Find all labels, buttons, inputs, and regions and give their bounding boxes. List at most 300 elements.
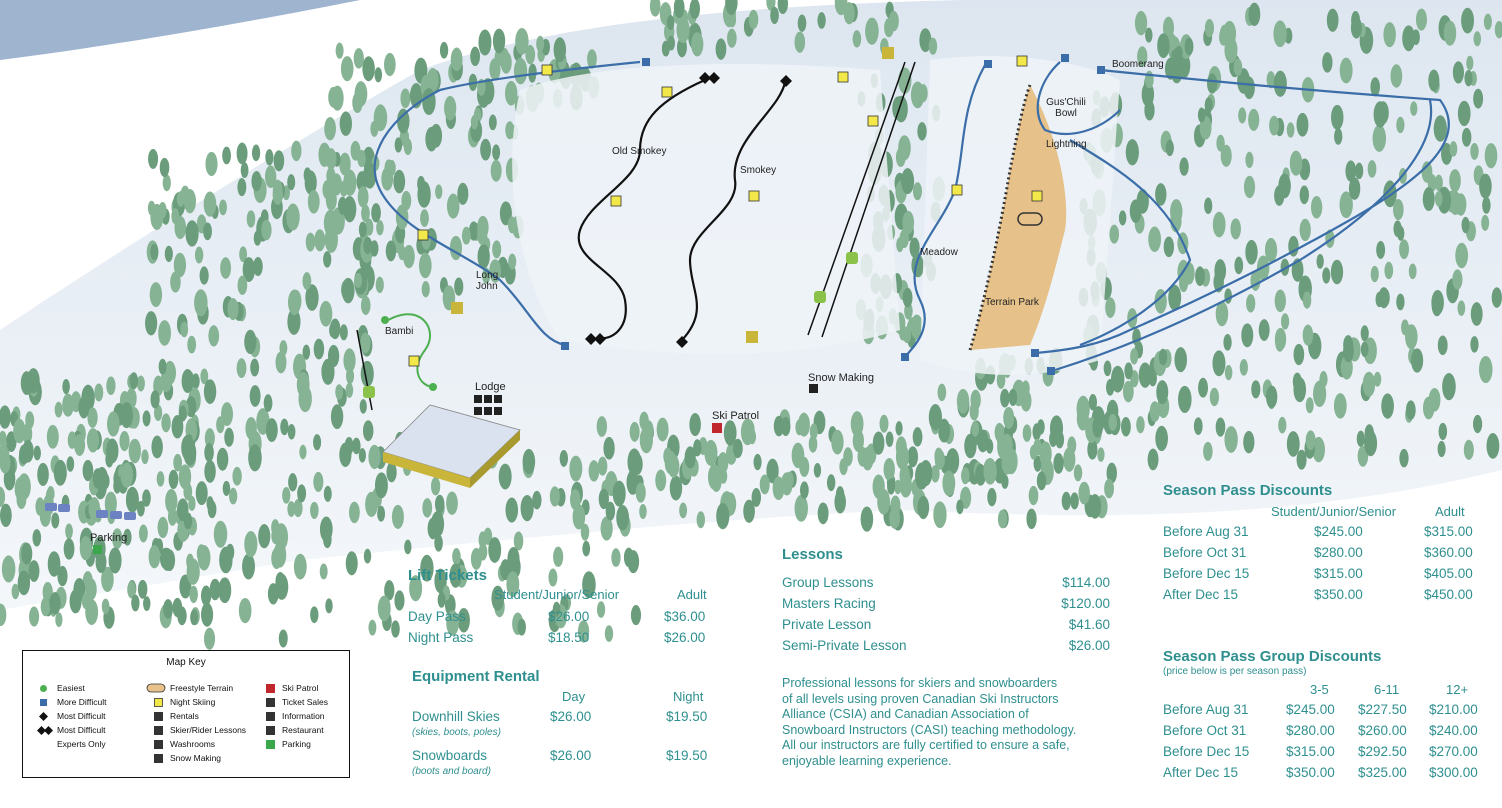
tree	[1462, 217, 1470, 233]
tree	[479, 543, 488, 560]
tree	[667, 15, 674, 30]
tree	[261, 220, 271, 241]
tree	[1029, 486, 1039, 505]
tree	[597, 416, 607, 437]
lift-tickets-col-adult: Adult	[677, 587, 707, 602]
tree	[375, 472, 388, 498]
tree	[515, 28, 528, 55]
tree	[1274, 71, 1287, 97]
tree	[310, 606, 318, 623]
key-washrooms: Washrooms	[170, 739, 216, 749]
facility-label-ski-patrol: Ski Patrol	[712, 410, 760, 422]
tree	[1457, 300, 1465, 316]
tree	[386, 241, 396, 262]
tree	[1225, 365, 1233, 380]
tree	[1371, 266, 1379, 282]
tree	[355, 81, 368, 107]
tree	[1322, 267, 1330, 283]
tree	[508, 254, 516, 270]
tree	[639, 504, 647, 519]
tree	[1306, 397, 1314, 413]
tree	[360, 333, 370, 353]
tree	[1026, 509, 1036, 529]
tree	[229, 488, 237, 505]
tree	[1370, 77, 1380, 96]
tree	[308, 190, 320, 214]
tree	[1170, 199, 1182, 224]
tree	[691, 32, 703, 56]
tree	[102, 599, 110, 615]
group-pass-a: $245.00	[1286, 702, 1335, 717]
tree	[1213, 212, 1226, 238]
tree	[302, 272, 311, 290]
tree	[1037, 471, 1046, 490]
equipment-row-label: Snowboards	[412, 748, 488, 763]
more-difficult-marker	[901, 353, 909, 361]
tree	[74, 434, 85, 456]
tree	[1234, 59, 1243, 76]
group-pass-a: $315.00	[1286, 744, 1335, 759]
tree	[799, 457, 809, 477]
trail-label-boomerang: Boomerang	[1112, 59, 1164, 70]
tree	[378, 596, 391, 622]
equipment-row-day: $26.00	[550, 709, 592, 724]
tree	[1164, 236, 1174, 257]
tree	[208, 501, 217, 519]
tree	[946, 448, 959, 474]
lift-tickets-row-adult: $26.00	[664, 630, 706, 645]
tree	[489, 58, 500, 80]
tree	[376, 220, 384, 235]
tree	[861, 507, 874, 532]
trail-label-terrain-park: Terrain Park	[985, 297, 1039, 308]
tree	[1412, 29, 1420, 45]
tree	[1473, 31, 1481, 46]
group-pass-b: $227.50	[1358, 702, 1407, 717]
snow-making-icon	[809, 384, 818, 393]
tree	[361, 296, 371, 315]
tree	[377, 506, 385, 522]
tree	[346, 551, 358, 575]
tree	[190, 610, 198, 626]
washrooms-icon	[154, 740, 163, 749]
tree	[1303, 291, 1312, 308]
tree	[106, 377, 115, 396]
tree	[733, 439, 743, 458]
tree	[336, 43, 344, 59]
tree	[1243, 431, 1254, 453]
group-pass-b: $260.00	[1358, 723, 1407, 738]
tree	[1178, 386, 1192, 413]
more-difficult-marker	[1061, 54, 1069, 62]
tree	[359, 448, 366, 462]
tree	[374, 67, 382, 82]
tree	[1224, 426, 1237, 453]
trail-label-gus-chili-bowl: Gus'Chili Bowl	[1046, 97, 1086, 119]
night-skiing-marker	[662, 87, 672, 97]
tree	[286, 204, 300, 231]
tree	[689, 413, 701, 436]
tree	[1212, 350, 1225, 376]
tree	[384, 53, 396, 76]
tree	[1109, 225, 1119, 244]
tree	[1416, 9, 1427, 31]
tree	[374, 104, 387, 131]
tree	[326, 189, 337, 211]
tree	[219, 547, 232, 574]
tree	[1306, 430, 1316, 450]
tree	[325, 598, 332, 613]
equipment-row-note: (boots and board)	[412, 766, 491, 777]
tree	[363, 237, 372, 254]
night-skiing-icon	[154, 698, 163, 707]
tree	[0, 504, 12, 527]
tree	[1130, 199, 1142, 223]
tree	[1121, 417, 1131, 437]
tree	[258, 524, 270, 548]
tree	[251, 171, 261, 191]
tree	[1157, 33, 1169, 58]
tree	[913, 182, 922, 200]
ticket-sales-icon	[266, 698, 275, 707]
tree	[150, 244, 158, 260]
season-pass-student: $245.00	[1314, 524, 1363, 539]
tree	[1331, 260, 1343, 285]
tree	[1135, 11, 1147, 35]
tree	[252, 145, 260, 162]
tree	[29, 560, 40, 582]
key-restaurant: Restaurant	[282, 725, 324, 735]
tree	[900, 473, 912, 498]
tree	[313, 434, 321, 450]
tree	[1363, 372, 1376, 397]
tree	[151, 436, 162, 459]
tree	[1166, 140, 1174, 156]
tree	[1259, 319, 1270, 341]
tree	[827, 474, 835, 491]
tree	[120, 463, 133, 488]
tree	[670, 476, 682, 501]
tree	[896, 444, 909, 470]
tree	[208, 325, 219, 346]
tree	[1198, 378, 1208, 398]
tree	[631, 605, 641, 625]
facility-label-lodge: Lodge	[475, 381, 506, 393]
tree	[15, 477, 27, 501]
tree	[886, 431, 894, 447]
tree	[1479, 356, 1493, 383]
tree	[148, 149, 158, 169]
season-pass-label: Before Aug 31	[1163, 524, 1249, 539]
season-pass-student: $350.00	[1314, 587, 1363, 602]
tree	[239, 598, 252, 623]
key-more-difficult: More Difficult	[57, 697, 107, 707]
tree	[1313, 381, 1326, 407]
tree	[444, 96, 456, 120]
tree	[774, 416, 784, 436]
tree	[275, 574, 288, 600]
tree	[749, 10, 759, 29]
tree	[158, 517, 169, 538]
tree	[137, 501, 145, 517]
tree	[1055, 431, 1064, 449]
tree	[51, 512, 59, 528]
tree	[37, 463, 49, 486]
tree	[603, 437, 614, 460]
tree	[224, 428, 234, 447]
tree	[205, 152, 217, 176]
snow-making-key-icon	[154, 754, 163, 763]
tree	[279, 629, 288, 647]
tree	[1001, 451, 1013, 474]
tree	[1269, 116, 1279, 136]
tree	[1381, 393, 1394, 418]
tree	[419, 253, 432, 278]
tree	[1293, 373, 1302, 391]
tree	[41, 597, 50, 616]
lesson-label: Masters Racing	[782, 596, 876, 611]
tree	[18, 570, 30, 595]
tree	[165, 246, 173, 262]
tree	[310, 502, 319, 519]
tree	[514, 58, 527, 85]
tree	[716, 503, 729, 529]
trail-label-bambi: Bambi	[385, 326, 414, 337]
tree	[1266, 385, 1277, 408]
lesson-price: $114.00	[1062, 575, 1110, 590]
season-pass-student: $280.00	[1314, 545, 1363, 560]
tree	[844, 2, 855, 24]
tree	[553, 547, 563, 567]
lift-tickets-row-student: $18.50	[548, 630, 590, 645]
tree	[49, 592, 60, 615]
tree	[1216, 417, 1226, 436]
parking-icon	[93, 545, 102, 554]
tree	[489, 114, 497, 130]
tree	[1399, 239, 1409, 259]
key-night-skiing: Night Skiing	[170, 697, 216, 707]
tree	[1179, 157, 1188, 175]
tree	[290, 290, 301, 312]
lift-station-marker	[814, 291, 826, 303]
tree	[149, 545, 161, 568]
tree	[228, 298, 239, 320]
tree	[1274, 185, 1284, 205]
tree	[343, 348, 355, 372]
tree	[1023, 424, 1032, 442]
tree	[274, 150, 285, 171]
tree	[809, 435, 818, 452]
tree	[1444, 21, 1457, 46]
tree	[521, 495, 534, 521]
tree	[470, 47, 480, 67]
tree	[877, 489, 890, 515]
tree	[21, 543, 32, 565]
tree	[220, 257, 231, 279]
tree	[1278, 417, 1286, 434]
tree	[1423, 187, 1435, 211]
tree	[180, 322, 188, 338]
equipment-row-note: (skies, boots, poles)	[412, 727, 501, 738]
tree	[1485, 143, 1498, 168]
tree	[1287, 431, 1300, 457]
tree	[328, 345, 339, 367]
tree	[1104, 479, 1114, 499]
facility-label-snow-making: Snow Making	[808, 372, 875, 384]
tree	[34, 446, 41, 461]
tree	[1481, 215, 1489, 231]
tree	[1174, 347, 1187, 372]
tree	[428, 518, 439, 540]
tree	[913, 427, 923, 446]
tree	[1492, 287, 1502, 308]
tree	[1406, 400, 1416, 420]
tree	[368, 620, 376, 636]
tree	[718, 452, 729, 473]
tree	[343, 170, 356, 196]
tree	[1159, 349, 1167, 366]
tree	[219, 199, 227, 215]
key-rentals: Rentals	[170, 711, 199, 721]
tree	[889, 507, 900, 529]
tree	[139, 524, 148, 542]
tree	[217, 448, 228, 471]
key-freestyle-terrain: Freestyle Terrain	[170, 683, 234, 693]
tree	[66, 456, 74, 471]
group-pass-label: Before Dec 15	[1163, 744, 1250, 759]
tree	[1171, 60, 1183, 84]
tree	[1062, 492, 1071, 510]
tree	[716, 38, 727, 59]
tree	[896, 237, 903, 252]
tree	[354, 273, 362, 288]
tree	[346, 383, 354, 398]
tree	[1105, 297, 1115, 318]
tree	[187, 336, 196, 354]
tree	[404, 138, 412, 155]
tree	[1156, 380, 1168, 404]
tree	[0, 452, 10, 474]
tree	[536, 36, 544, 52]
tree	[195, 247, 203, 264]
key-skier-rider-lessons: Skier/Rider Lessons	[170, 725, 247, 735]
tree	[204, 443, 214, 462]
tree	[616, 505, 629, 530]
group-pass-b: $292.50	[1358, 744, 1407, 759]
tree	[266, 418, 278, 442]
rentals-icon	[154, 712, 163, 721]
tree	[1343, 335, 1353, 355]
tree	[1449, 191, 1461, 215]
tree	[340, 324, 348, 340]
tree	[554, 37, 566, 62]
tree	[1411, 348, 1423, 372]
tree	[668, 454, 680, 477]
tree	[704, 440, 717, 466]
tree	[291, 141, 301, 162]
tree	[1410, 101, 1417, 116]
tree	[1464, 440, 1474, 460]
tree	[1092, 417, 1103, 438]
tree	[338, 197, 347, 215]
tree	[169, 470, 179, 489]
tree	[1479, 174, 1492, 199]
tree	[971, 421, 979, 437]
tree	[248, 444, 262, 471]
tree	[349, 502, 360, 524]
tree	[1074, 464, 1082, 481]
tree	[1393, 199, 1404, 220]
night-skiing-marker	[611, 196, 621, 206]
tree	[454, 277, 463, 295]
tree	[1431, 290, 1444, 315]
tree	[834, 491, 846, 514]
tree	[956, 500, 963, 515]
tree	[313, 472, 323, 492]
tree	[1053, 453, 1063, 474]
tree	[741, 419, 754, 446]
more-difficult-icon	[39, 698, 48, 707]
tree	[170, 271, 181, 292]
tree	[597, 601, 605, 618]
tree	[895, 421, 902, 435]
season-pass-label: Before Oct 31	[1163, 545, 1247, 560]
tree	[1124, 362, 1133, 379]
tree	[488, 537, 501, 563]
tree	[203, 223, 212, 241]
tree	[1245, 240, 1257, 265]
more-difficult-marker	[984, 60, 992, 68]
tree	[21, 371, 33, 395]
tree	[1089, 494, 1101, 519]
tree	[1265, 238, 1277, 262]
tree	[727, 29, 737, 48]
lesson-price: $41.60	[1068, 617, 1110, 632]
tree	[1364, 430, 1377, 456]
facility-label-parking: Parking	[90, 532, 128, 544]
tree	[186, 554, 194, 570]
tree	[1241, 323, 1253, 347]
tree	[306, 233, 315, 252]
tree	[753, 454, 761, 470]
tree	[183, 483, 192, 501]
tree	[1078, 482, 1089, 505]
tree	[400, 88, 410, 108]
tree	[165, 489, 177, 514]
tree	[919, 460, 932, 486]
parking-key-icon	[266, 740, 275, 749]
season-pass-title: Season Pass Discounts	[1163, 482, 1333, 499]
ski-patrol-key-icon	[266, 684, 275, 693]
tree	[185, 220, 198, 246]
tree	[126, 487, 139, 513]
tree	[237, 358, 247, 378]
tree	[138, 580, 147, 599]
map-key-title: Map Key	[166, 657, 206, 668]
tree	[161, 548, 173, 571]
lift-tickets-title: Lift Tickets	[408, 567, 487, 584]
tree	[862, 447, 874, 470]
tree	[158, 320, 171, 346]
tree	[244, 330, 256, 354]
tree	[264, 394, 273, 412]
tree	[160, 158, 170, 177]
tree	[1009, 389, 1018, 406]
tree	[107, 411, 120, 436]
tree	[254, 230, 262, 245]
trail-label-lightning: Lightning	[1046, 139, 1087, 150]
tree	[65, 524, 73, 540]
